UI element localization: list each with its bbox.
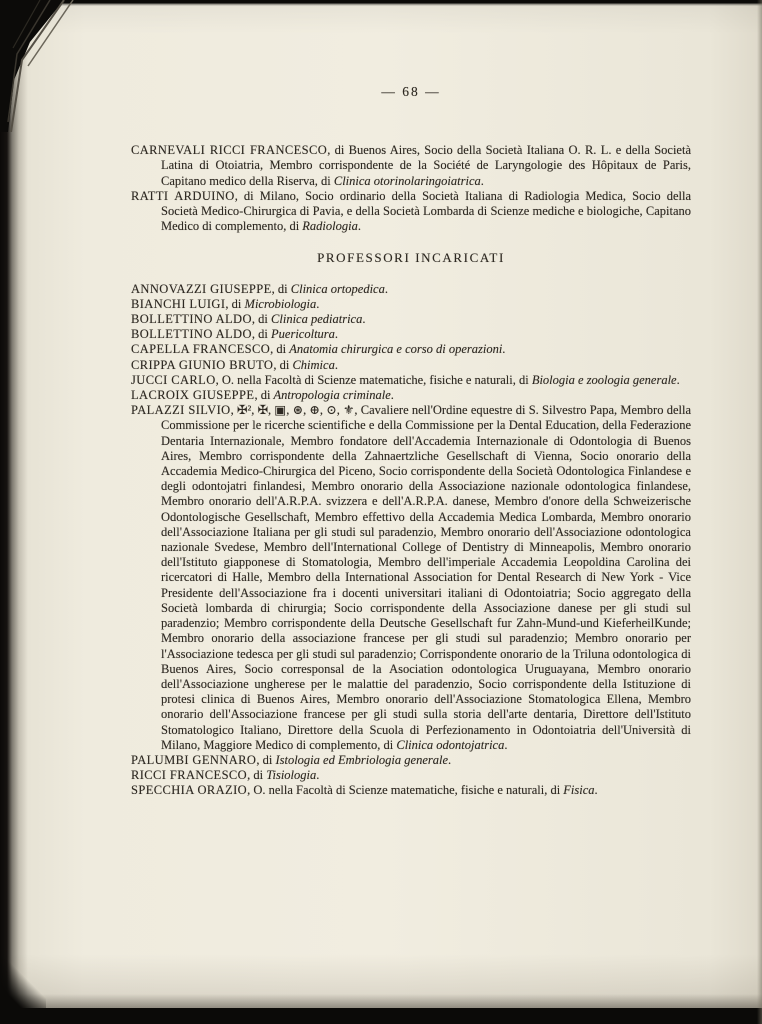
- scan-artifact-book-binding-corner: [0, 0, 84, 132]
- entry-text: , di: [270, 342, 290, 357]
- entry-text: Puericoltura: [271, 327, 335, 342]
- entry-text: Tisiologia: [266, 768, 317, 783]
- entry-text: , di: [254, 388, 274, 403]
- entry-text: Clinica ortopedica: [290, 281, 385, 296]
- professor-entry: [131, 373, 691, 388]
- professor-entry: [131, 342, 691, 357]
- entry-text: Clinica odontojatrica: [396, 737, 505, 752]
- professor-name: BIANCHI LUIGI: [131, 296, 226, 311]
- professor-list-incaricati: [131, 282, 691, 799]
- entry-text: .: [334, 327, 339, 342]
- professor-name: PALUMBI GENNARO: [131, 752, 257, 767]
- entry-text: .: [448, 752, 452, 767]
- professor-entry: [131, 297, 691, 312]
- entry-text: , di: [271, 281, 291, 296]
- entry-text: .: [676, 372, 680, 387]
- entry-text: Microbiologia: [244, 296, 317, 311]
- entry-text: .: [316, 768, 320, 783]
- professor-name: BOLLETTINO ALDO: [131, 327, 252, 342]
- entry-text: , O. nella Facoltà di Scienze matematiche, fisiche e naturali, di: [247, 783, 564, 798]
- entry-text: .: [384, 281, 388, 296]
- scan-artifact-right-edge: [757, 0, 762, 1024]
- entry-text: Fisica: [563, 783, 595, 798]
- professor-list-ordinari: [131, 143, 691, 234]
- professor-entry: [131, 388, 691, 403]
- entry-text: , di: [256, 752, 276, 767]
- entry-text: .: [357, 219, 361, 234]
- scan-artifact-bottom-left-corner: [0, 954, 46, 1024]
- professor-name: LACROIX GIUSEPPE: [131, 388, 255, 403]
- entry-text: , di: [251, 312, 272, 327]
- scan-artifact-left-edge: [0, 0, 28, 1024]
- entry-text: Biologia e zoologia generale: [531, 372, 677, 387]
- entry-text: Clinica otorinolaringoiatrica: [333, 173, 481, 188]
- professor-entry: [131, 783, 691, 798]
- professor-name: BOLLETTINO ALDO: [131, 312, 252, 327]
- professor-entry: [131, 189, 691, 235]
- entry-text: , di: [251, 327, 272, 342]
- professor-entry: [131, 282, 691, 297]
- professor-entry: [131, 358, 691, 373]
- professor-name: CRIPPA GIUNIO BRUTO: [131, 357, 274, 372]
- entry-text: , di: [225, 296, 245, 311]
- professor-name: PALAZZI SILVIO: [131, 403, 231, 418]
- entry-text: .: [334, 357, 338, 372]
- entry-text: .: [362, 312, 366, 327]
- professor-entry: [131, 312, 691, 327]
- page-content: [131, 84, 691, 799]
- professor-name: CARNEVALI RICCI FRANCESCO: [131, 143, 328, 158]
- entry-text: Istologia ed Embriologia generale: [275, 752, 448, 767]
- entry-text: .: [594, 783, 598, 798]
- entry-text: , di: [273, 357, 293, 372]
- entry-text: , di: [247, 768, 267, 783]
- professor-entry: [131, 753, 691, 768]
- entry-text: Chimica: [292, 357, 335, 372]
- entry-text: Radiologia: [302, 219, 358, 234]
- entry-text: Antropologia criminale: [273, 388, 391, 403]
- professor-name: CAPELLA FRANCESCO: [131, 342, 271, 357]
- entry-text: .: [504, 737, 508, 752]
- entry-text: .: [480, 173, 484, 188]
- professor-name: JUCCI CARLO: [131, 372, 216, 387]
- professor-entry: [131, 143, 691, 189]
- professor-entry: [131, 403, 691, 753]
- entry-text: , ✠², ✠, ▣, ⊛, ⊕, ⊙, ⚜, Cavaliere nell'Ordine equestre di S. Silvestro Papa, Membro della Commissione per le ricerche scientifiche e della Commissione per la Dental Education, della Federazione Dentaria Internazionale, Membro fondatore dell'Accademia Internazionale di Odontologia di Buenos Aires, Membro corrispondente della Zahnaertzliche Gesellschaft di Vienna, Socio onorario della Accademia Medico-Chirurgica del Piceno, Socio corrispondente della Società Odontologica Finlandese e degli odontojatri finlandesi, Membro onorario della Associazione nazionale odontologica finlandese, Membro onorario dell'A.R.P.A. svizzera e dell'A.R.P.A. danese, Membro d'onore della Schweizerische Odontologische Gesellschaft, Membro effettivo della Accademia Medica Lombarda, Membro onorario dell'Associazione Italiana per gli studi sul paradenzio, Membro onorario dell'Associazione odontologica nazionale Svedese, Membro dell'International College of Dentistry di Minneapolis, Membro onorario dell'Istituto giapponese di Stomatologia, Membro dell'imperiale Accademia Leopoldina Carolina dei ricercatori di Halle, Membro della International Association for Dental Research di New York - Vice Presidente dell'Associazione fra i docenti universitari italiani di Odontoiatria; Socio aggregato della Società lombarda di chirurgia; Socio corrispondente della Associazione danese per gli studi sul paradenzio; Membro corrispondente della Deutsche Gesellschaft fur Zahn-Mund-und KieferheilKunde; Membro onorario della associazione francese per gli studi sul paradenzio; Membro onorario per l'Associazione tedesca per gli studi sul paradenzio; Corrispondente onorario de la Triluna odontologica di Buenos Aires, Socio corresponsal de la Asociation odontologica Uruguayana, Membro onorario dell'Associazione ungherese per le malattie del paradenzio, Socio corrispondente della Istituzione di protesi clinica di Buenos Aires, Membro onorario dell'Associazione Stomatologica Ellena, Membro onorario dell'Associazione francese per gli studi sulla storia dell'arte dentaria, Direttore dell'Istituto Stomatologico Italiano, Direttore della Scuola di Perfezionamento in Odontoiatria dell'Università di Milano, Maggiore Medico di complemento, di: [161, 403, 691, 752]
- entry-text: Anatomia chirurgica e corso di operazioni: [289, 342, 503, 357]
- entry-text: , O. nella Facoltà di Scienze matematiche, fisiche e naturali, di: [215, 372, 532, 387]
- entry-text: , di Milano, Socio ordinario della Società Italiana di Radiologia Medica, Socio della Società Medico-Chirurgica di Pavia, e della Società Lombarda di Scienze mediche e biologiche, Capitano Medico di complemento, di: [161, 188, 691, 234]
- entry-text: Clinica pediatrica: [271, 312, 363, 327]
- professor-name: ANNOVAZZI GIUSEPPE: [131, 281, 272, 296]
- entry-text: .: [316, 296, 320, 311]
- scan-artifact-bottom-edge: [0, 1008, 762, 1024]
- professor-name: RATTI ARDUINO: [131, 188, 235, 203]
- entry-text: .: [502, 342, 506, 357]
- professor-name: SPECCHIA ORAZIO: [131, 783, 248, 798]
- scan-artifact-bottom-shadow: [0, 994, 762, 1008]
- entry-text: .: [390, 388, 394, 403]
- scan-artifact-top-edge: [0, 0, 762, 6]
- entry-text: , di Buenos Aires, Socio della Società Italiana O. R. L. e della Società Latina di Otoiatria, Membro corrispondente de la Société de Laryngologie des Hôpitaux de Paris, Capitano medico della Riserva, di: [161, 143, 691, 188]
- section-heading: PROFESSORI INCARICATI: [317, 250, 505, 266]
- professor-name: RICCI FRANCESCO: [131, 768, 248, 783]
- professor-entry: [131, 768, 691, 783]
- professor-entry: [131, 327, 691, 342]
- page-number: — 68 —: [381, 84, 441, 99]
